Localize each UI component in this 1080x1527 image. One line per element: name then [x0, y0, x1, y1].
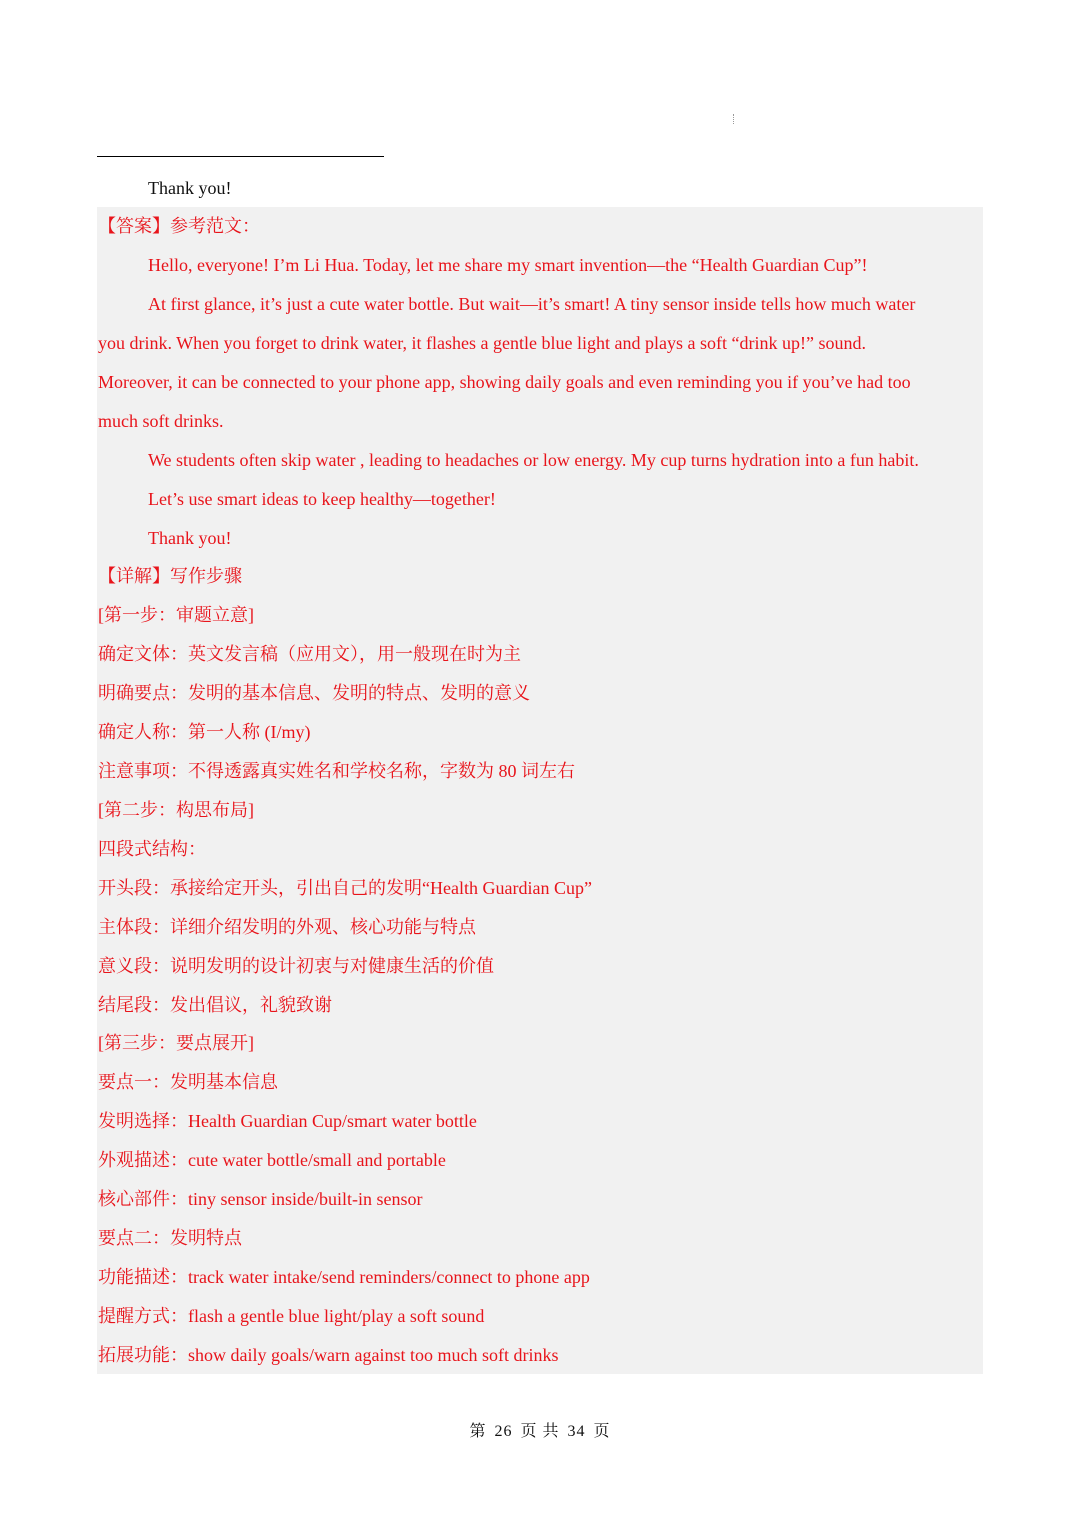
- total-pages: 34: [567, 1423, 586, 1440]
- explanation-line: 拓展功能：show daily goals/warn against too much soft drinks: [98, 1345, 559, 1365]
- answer-line: you drink. When you forget to drink water, it flashes a gentle blue light and plays a soft “drink up!” sound.: [98, 333, 866, 353]
- explanation-line: 意义段：说明发明的设计初衷与对健康生活的价值: [98, 956, 494, 976]
- answer-line: Moreover, it can be connected to your phone app, showing daily goals and even reminding you if you’ve had too: [98, 372, 911, 392]
- closing-text: Thank you!: [148, 178, 232, 198]
- explanation-line: 明确要点：发明的基本信息、发明的特点、发明的意义: [98, 683, 530, 703]
- explanation-line: 要点二：发明特点: [98, 1228, 242, 1248]
- explanation-line: 外观描述：cute water bottle/small and portable: [98, 1150, 446, 1170]
- explanation-line: 发明选择：Health Guardian Cup/smart water bottle: [98, 1111, 477, 1131]
- explanation-heading: 【详解】写作步骤: [98, 566, 242, 586]
- explanation-line: 确定人称：第一人称 (I/my): [98, 722, 311, 742]
- page-label-suffix: 页: [593, 1423, 611, 1440]
- page-label-mid: 页 共: [520, 1423, 560, 1440]
- page-label-prefix: 第: [469, 1423, 487, 1440]
- explanation-line: [第二步：构思布局]: [98, 800, 254, 820]
- explanation-line: 提醒方式：flash a gentle blue light/play a soft sound: [98, 1306, 485, 1326]
- answer-line: much soft drinks.: [98, 411, 224, 431]
- explanation-line: 核心部件：tiny sensor inside/built-in sensor: [98, 1189, 423, 1209]
- explanation-line: 开头段：承接给定开头，引出自己的发明“Health Guardian Cup”: [98, 878, 592, 898]
- page-number: 26: [494, 1423, 513, 1440]
- explanation-line: 四段式结构：: [98, 839, 206, 859]
- explanation-line: 主体段：详细介绍发明的外观、核心功能与特点: [98, 917, 476, 937]
- explanation-line: 确定文体：英文发言稿（应用文），用一般现在时为主: [98, 644, 521, 664]
- page-footer: [0, 1418, 1080, 1441]
- answer-line: At first glance, it’s just a cute water bottle. But wait—it’s smart! A tiny sensor inside tells how much water: [148, 294, 916, 314]
- answer-line: Hello, everyone! I’m Li Hua. Today, let me share my smart invention—the “Health Guardian Cup”!: [148, 255, 868, 275]
- answer-line: Let’s use smart ideas to keep healthy—together!: [148, 489, 496, 509]
- answer-blank-line: [97, 156, 384, 157]
- explanation-line: [第一步：审题立意]: [98, 605, 254, 625]
- explanation-line: 功能描述：track water intake/send reminders/connect to phone app: [98, 1267, 590, 1287]
- explanation-line: 结尾段：发出倡议，礼貌致谢: [98, 995, 332, 1015]
- explanation-line: [第三步：要点展开]: [98, 1033, 254, 1053]
- explanation-line: 要点一：发明基本信息: [98, 1072, 278, 1092]
- answer-line: Thank you!: [148, 528, 232, 548]
- answer-line: We students often skip water , leading to headaches or low energy. My cup turns hydration into a fun habit.: [148, 450, 919, 470]
- dotted-mark: [733, 114, 735, 124]
- answer-heading: 【答案】参考范文：: [98, 216, 260, 236]
- explanation-line: 注意事项：不得透露真实姓名和学校名称，字数为 80 词左右: [98, 761, 575, 781]
